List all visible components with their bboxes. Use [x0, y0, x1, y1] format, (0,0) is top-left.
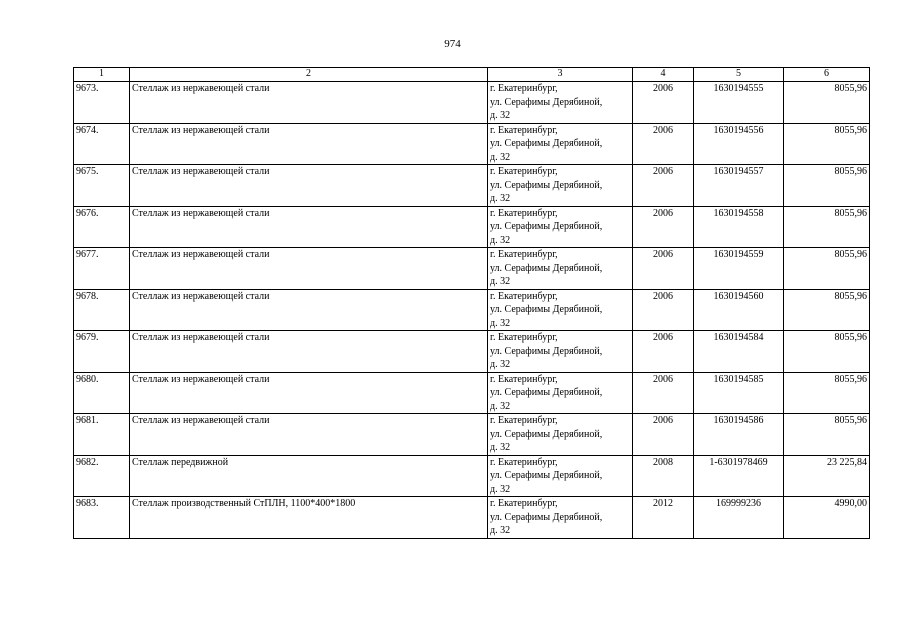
- item-name-cell: Стеллаж из нержавеющей стали: [130, 289, 488, 331]
- table-row: [74, 248, 870, 290]
- cost-cell: 23 225,84: [784, 455, 870, 497]
- cost-cell: 8055,96: [784, 331, 870, 373]
- inventory-number-cell: 1630194556: [694, 123, 784, 165]
- item-name-cell: Стеллаж из нержавеющей стали: [130, 206, 488, 248]
- address-line: д. 32: [490, 276, 511, 287]
- cost-cell: 8055,96: [784, 123, 870, 165]
- table-row: [74, 82, 870, 124]
- cost-cell: 8055,96: [784, 414, 870, 456]
- cost-cell: 8055,96: [784, 82, 870, 124]
- row-number-cell: 9683.: [74, 497, 130, 539]
- address-line: д. 32: [490, 234, 511, 246]
- address-cell: [488, 82, 633, 124]
- item-name-cell: Стеллаж из нержавеющей стали: [130, 248, 488, 290]
- address-cell: [488, 372, 633, 414]
- address-line: ул. Серафимы Дерябиной,: [490, 96, 603, 108]
- table-row: [74, 414, 870, 456]
- row-number-cell: 9675.: [74, 165, 130, 207]
- address-line: г. Екатеринбург,: [490, 290, 558, 302]
- address-cell: [488, 331, 633, 373]
- item-name-cell: Стеллаж производственный СтПЛН, 1100*400*1800: [130, 497, 488, 539]
- year-cell: 2006: [633, 372, 694, 414]
- column-header: 3: [488, 68, 633, 82]
- row-number-cell: 9680.: [74, 372, 130, 414]
- table-row: [74, 289, 870, 331]
- item-name-cell: Стеллаж из нержавеющей стали: [130, 331, 488, 373]
- table-header-row: [74, 68, 870, 82]
- table-row: [74, 331, 870, 373]
- address-line: д. 32: [490, 483, 511, 495]
- column-header: 2: [130, 68, 488, 82]
- address-cell: [488, 206, 633, 248]
- item-name-cell: Стеллаж передвижной: [130, 455, 488, 497]
- table-row: [74, 165, 870, 207]
- address-cell: [488, 248, 633, 290]
- year-cell: 2006: [633, 123, 694, 165]
- inventory-number-cell: 1630194584: [694, 331, 784, 373]
- year-cell: 2006: [633, 414, 694, 456]
- address-line: д. 32: [490, 442, 511, 453]
- inventory-number-cell: 1-6301978469: [694, 455, 784, 497]
- item-name-cell: Стеллаж из нержавеющей стали: [130, 414, 488, 456]
- address-line: ул. Серафимы Дерябиной,: [490, 511, 603, 523]
- address-line: г. Екатеринбург,: [490, 166, 558, 177]
- row-number-cell: 9676.: [74, 206, 130, 248]
- inventory-number-cell: 1630194558: [694, 206, 784, 248]
- address-line: ул. Серафимы Дерябиной,: [490, 345, 603, 357]
- address-line: ул. Серафимы Дерябиной,: [490, 304, 603, 315]
- row-number-cell: 9673.: [74, 82, 130, 124]
- address-line: д. 32: [490, 193, 511, 204]
- row-number-cell: 9682.: [74, 455, 130, 497]
- table-row: [74, 372, 870, 414]
- property-register-table: [73, 67, 870, 539]
- address-line: ул. Серафимы Дерябиной,: [490, 179, 603, 191]
- column-header: 5: [694, 68, 784, 82]
- table-row: [74, 123, 870, 165]
- cost-cell: 8055,96: [784, 206, 870, 248]
- address-cell: [488, 289, 633, 331]
- address-line: г. Екатеринбург,: [490, 332, 558, 343]
- inventory-number-cell: 1630194555: [694, 82, 784, 124]
- year-cell: 2006: [633, 82, 694, 124]
- cost-cell: 8055,96: [784, 289, 870, 331]
- table-row: [74, 497, 870, 539]
- address-line: ул. Серафимы Дерябиной,: [490, 470, 603, 481]
- address-line: ул. Серафимы Дерябиной,: [490, 387, 603, 398]
- year-cell: 2006: [633, 206, 694, 248]
- address-line: д. 32: [490, 359, 511, 370]
- address-cell: [488, 414, 633, 456]
- row-number-cell: 9677.: [74, 248, 130, 290]
- address-line: ул. Серафимы Дерябиной,: [490, 138, 603, 149]
- year-cell: 2012: [633, 497, 694, 539]
- row-number-cell: 9678.: [74, 289, 130, 331]
- address-line: г. Екатеринбург,: [490, 415, 558, 426]
- address-cell: [488, 123, 633, 165]
- year-cell: 2008: [633, 455, 694, 497]
- inventory-number-cell: 1630194585: [694, 372, 784, 414]
- address-line: д. 32: [490, 110, 511, 121]
- column-header: 1: [74, 68, 130, 82]
- table-body: [74, 68, 870, 539]
- inventory-number-cell: 169999236: [694, 497, 784, 539]
- item-name-cell: Стеллаж из нержавеющей стали: [130, 123, 488, 165]
- row-number-cell: 9679.: [74, 331, 130, 373]
- table-row: [74, 206, 870, 248]
- address-cell: [488, 497, 633, 539]
- cost-cell: 4990,00: [784, 497, 870, 539]
- address-cell: [488, 455, 633, 497]
- inventory-number-cell: 1630194559: [694, 248, 784, 290]
- address-line: г. Екатеринбург,: [490, 207, 558, 219]
- address-line: д. 32: [490, 525, 511, 536]
- address-line: г. Екатеринбург,: [490, 124, 558, 136]
- address-line: д. 32: [490, 400, 511, 412]
- inventory-number-cell: 1630194586: [694, 414, 784, 456]
- row-number-cell: 9681.: [74, 414, 130, 456]
- cost-cell: 8055,96: [784, 248, 870, 290]
- row-number-cell: 9674.: [74, 123, 130, 165]
- item-name-cell: Стеллаж из нержавеющей стали: [130, 372, 488, 414]
- year-cell: 2006: [633, 289, 694, 331]
- inventory-number-cell: 1630194560: [694, 289, 784, 331]
- cost-cell: 8055,96: [784, 372, 870, 414]
- cost-cell: 8055,96: [784, 165, 870, 207]
- page-number: 974: [444, 38, 461, 50]
- inventory-number-cell: 1630194557: [694, 165, 784, 207]
- address-line: г. Екатеринбург,: [490, 498, 558, 509]
- address-line: ул. Серафимы Дерябиной,: [490, 221, 603, 232]
- table-row: [74, 455, 870, 497]
- address-cell: [488, 165, 633, 207]
- address-line: г. Екатеринбург,: [490, 249, 558, 260]
- address-line: ул. Серафимы Дерябиной,: [490, 428, 603, 440]
- item-name-cell: Стеллаж из нержавеющей стали: [130, 82, 488, 124]
- year-cell: 2006: [633, 165, 694, 207]
- address-line: д. 32: [490, 317, 511, 329]
- column-header: 6: [784, 68, 870, 82]
- year-cell: 2006: [633, 248, 694, 290]
- year-cell: 2006: [633, 331, 694, 373]
- address-line: г. Екатеринбург,: [490, 456, 558, 468]
- address-line: ул. Серафимы Дерябиной,: [490, 262, 603, 274]
- address-line: д. 32: [490, 151, 511, 163]
- address-line: г. Екатеринбург,: [490, 83, 558, 94]
- column-header: 4: [633, 68, 694, 82]
- item-name-cell: Стеллаж из нержавеющей стали: [130, 165, 488, 207]
- address-line: г. Екатеринбург,: [490, 373, 558, 385]
